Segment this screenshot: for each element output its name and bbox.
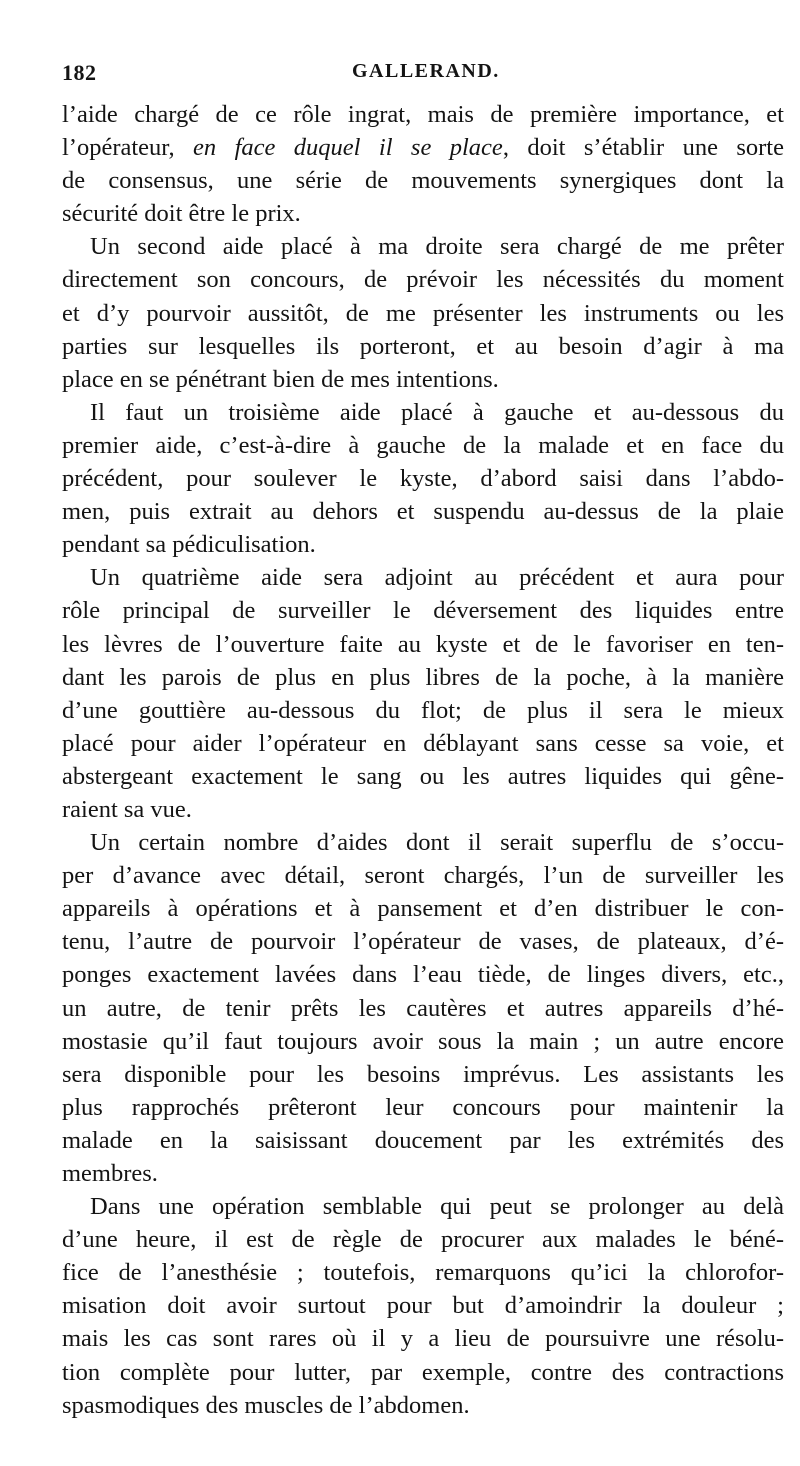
text-line: directement son concours, de prévoir les nécessités du moment — [62, 266, 784, 294]
text-line: premier aide, c’est-à-dire à gauche de la malade et en face du — [62, 431, 784, 459]
text-line: et d’y pourvoir aussitôt, de me présenter les instruments ou les — [62, 299, 784, 327]
text-line: mais les cas sont rares où il y a lieu de poursuivre une résolu- — [62, 1325, 784, 1353]
text-line: d’une gouttière au-dessous du flot; de plus il sera le mieux — [62, 696, 784, 724]
paragraph — [62, 396, 784, 561]
text-line: Il faut un troisième aide placé à gauche et au-dessous du — [90, 398, 784, 426]
paragraph — [62, 98, 784, 230]
body-text — [62, 98, 784, 1422]
text-line: rôle principal de surveiller le déversement des liquides entre — [62, 597, 784, 625]
text-line: place en se pénétrant bien de mes intentions. — [62, 365, 499, 393]
text-line: sécurité doit être le prix. — [62, 200, 301, 228]
text-line: plus rapprochés prêteront leur concours pour maintenir la — [62, 1093, 784, 1121]
text-line: de consensus, une série de mouvements synergiques dont la — [62, 167, 784, 195]
text-line: tenu, l’autre de pourvoir l’opérateur de vases, de plateaux, d’é- — [62, 928, 784, 956]
text-line: les lèvres de l’ouverture faite au kyste et de le favoriser en ten- — [62, 630, 784, 658]
paragraph — [62, 561, 784, 826]
text-line: misation doit avoir surtout pour but d’amoindrir la douleur ; — [62, 1292, 784, 1320]
text-line: abstergeant exactement le sang ou les autres liquides qui gêne- — [62, 762, 784, 790]
text-line: placé pour aider l’opérateur en déblayant sans cesse sa voie, et — [62, 729, 784, 757]
text-line: dant les parois de plus en plus libres de la poche, à la manière — [62, 663, 784, 691]
text-line: l’aide chargé de ce rôle ingrat, mais de première importance, et — [62, 101, 784, 128]
text-line: précédent, pour soulever le kyste, d’abord saisi dans l’abdo- — [62, 465, 784, 493]
text-line: d’une heure, il est de règle de procurer aux malades le béné- — [62, 1226, 784, 1254]
page-number: 182 — [62, 60, 97, 85]
text-line: ponges exactement lavées dans l’eau tiède, de linges divers, etc., — [62, 961, 784, 989]
page-header — [62, 58, 782, 94]
text-line: un autre, de tenir prêts les cautères et autres appareils d’hé- — [62, 994, 784, 1022]
text-line: spasmodiques des muscles de l’abdomen. — [62, 1391, 470, 1419]
paragraph — [62, 230, 784, 395]
text-line: Un second aide placé à ma droite sera chargé de me prêter — [90, 233, 784, 261]
text-line: appareils à opérations et à pansement et d’en distribuer le con- — [62, 895, 784, 923]
text-line: men, puis extrait au dehors et suspendu au-dessus de la plaie — [62, 498, 784, 526]
text-line: Dans une opération semblable qui peut se prolonger au delà — [90, 1193, 784, 1221]
text-line: Un certain nombre d’aides dont il serait superflu de s’occu- — [90, 829, 784, 857]
paragraph — [62, 826, 784, 1190]
text-line: membres. — [62, 1160, 158, 1187]
text-line: per d’avance avec détail, seront chargés, l’un de surveiller les — [62, 862, 784, 890]
text-line: fice de l’anesthésie ; toutefois, remarquons qu’ici la chlorofor- — [62, 1259, 784, 1287]
paragraph — [62, 1190, 784, 1422]
text-line: l’opérateur, en face duquel il se place, doit s’établir une sorte — [62, 134, 784, 162]
text-line: raient sa vue. — [62, 795, 192, 823]
running-head: GALLERAND. — [352, 60, 500, 82]
text-line: sera disponible pour les besoins imprévus. Les assistants les — [62, 1060, 784, 1088]
text-line: pendant sa pédiculisation. — [62, 531, 316, 559]
text-line: Un quatrième aide sera adjoint au précédent et aura pour — [90, 564, 784, 592]
text-line: tion complète pour lutter, par exemple, contre des contractions — [62, 1358, 784, 1386]
text-line: mostasie qu’il faut toujours avoir sous la main ; un autre encore — [62, 1027, 784, 1055]
text-line: parties sur lesquelles ils porteront, et au besoin d’agir à ma — [62, 332, 784, 360]
text-line: malade en la saisissant doucement par les extrémités des — [62, 1126, 784, 1154]
